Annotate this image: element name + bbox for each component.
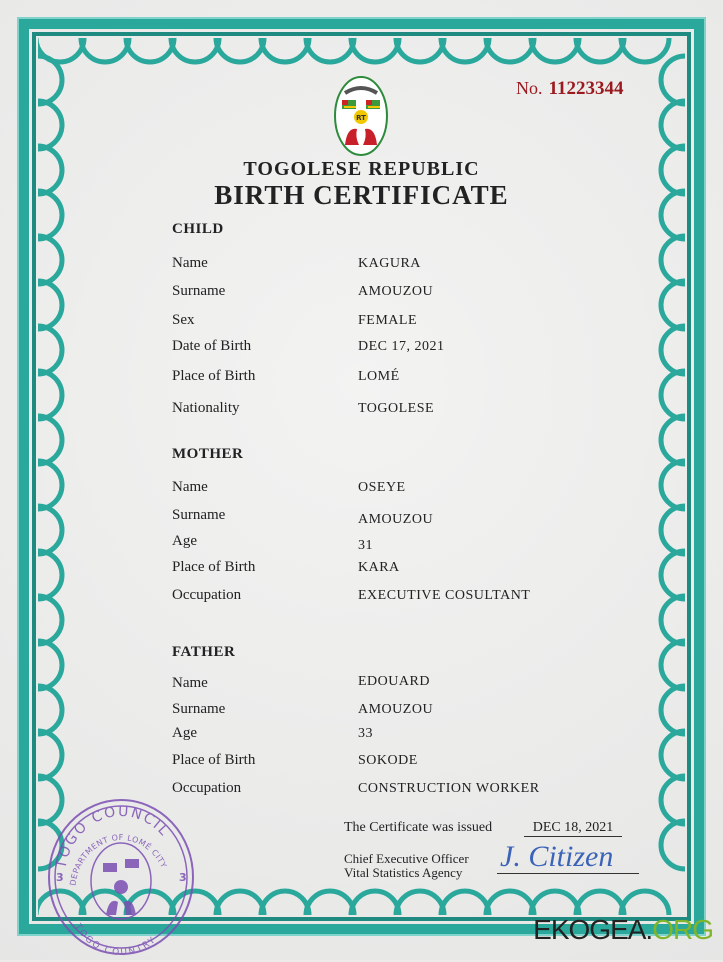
child-field-label: Sex bbox=[172, 312, 195, 328]
mother-field-label: Occupation bbox=[172, 587, 242, 603]
father-field-value: CONSTRUCTION WORKER bbox=[358, 781, 540, 796]
emblem bbox=[333, 75, 389, 157]
father-field-value: SOKODE bbox=[358, 753, 418, 768]
child-field-label: Surname bbox=[172, 283, 226, 299]
child-field-value: KAGURA bbox=[358, 256, 421, 271]
mother-field-label: Age bbox=[172, 533, 197, 549]
child-field-label: Place of Birth bbox=[172, 368, 256, 384]
officer-position: Chief Executive Officer bbox=[344, 851, 469, 866]
mother-field-label: Surname bbox=[172, 507, 226, 523]
father-field-value: EDOUARD bbox=[358, 674, 430, 689]
signature-line bbox=[497, 873, 639, 874]
mother-field-label: Name bbox=[172, 479, 208, 495]
father-field-label: Place of Birth bbox=[172, 752, 256, 768]
watermark-main: EKOGEA. bbox=[533, 914, 653, 945]
mother-field-value: AMOUZOU bbox=[358, 512, 434, 527]
mother-field-value: KARA bbox=[358, 560, 400, 575]
stamp-number: 3 bbox=[179, 871, 187, 884]
mother-field-value: EXECUTIVE COSULTANT bbox=[358, 588, 531, 603]
mother-section-heading: MOTHER bbox=[172, 446, 244, 462]
stamp-number: 3 bbox=[56, 871, 64, 884]
coat-of-arms-icon bbox=[333, 75, 389, 157]
child-field-label: Name bbox=[172, 255, 208, 271]
father-field-value: AMOUZOU bbox=[358, 702, 434, 717]
mother-field-value: 31 bbox=[358, 538, 373, 553]
father-field-label: Name bbox=[172, 675, 208, 691]
stamp-middle-text: DEPARTMENT OF LOMÉ CITY bbox=[68, 832, 169, 887]
mother-field-label: Place of Birth bbox=[172, 559, 256, 575]
father-section-heading: FATHER bbox=[172, 644, 236, 660]
mother-field-value: OSEYE bbox=[358, 480, 406, 495]
child-field-value: FEMALE bbox=[358, 313, 417, 328]
child-field-label: Nationality bbox=[172, 400, 240, 416]
stamp-bottom-text: TOGO COUNTRY bbox=[72, 922, 159, 957]
child-field-value: DEC 17, 2021 bbox=[358, 339, 445, 354]
svg-text:RT: RT bbox=[356, 114, 366, 122]
father-field-label: Surname bbox=[172, 701, 226, 717]
watermark-suffix: ORG bbox=[652, 914, 713, 945]
child-field-label: Date of Birth bbox=[172, 338, 252, 354]
certificate-number: No. 11223344 bbox=[516, 78, 624, 99]
child-section-heading: CHILD bbox=[172, 221, 224, 237]
child-field-value: AMOUZOU bbox=[358, 284, 434, 299]
watermark bbox=[533, 914, 713, 946]
child-field-value: LOMÉ bbox=[358, 369, 400, 384]
father-field-value: 33 bbox=[358, 726, 373, 741]
father-field-label: Age bbox=[172, 725, 197, 741]
signature: J. Citizen bbox=[500, 840, 614, 873]
issued-label: The Certificate was issued bbox=[344, 820, 493, 835]
officer-agency: Vital Statistics Agency bbox=[344, 865, 463, 880]
officer-title bbox=[344, 852, 469, 880]
document-title: BIRTH CERTIFICATE bbox=[214, 180, 509, 210]
stamp-top-text: TOGO COUNCIL bbox=[53, 803, 173, 870]
country-name: TOGOLESE REPUBLIC bbox=[243, 158, 480, 180]
child-field-value: TOGOLESE bbox=[358, 401, 435, 416]
official-stamp bbox=[46, 797, 196, 957]
father-field-label: Occupation bbox=[172, 780, 242, 796]
issued-date: DEC 18, 2021 bbox=[524, 820, 622, 837]
